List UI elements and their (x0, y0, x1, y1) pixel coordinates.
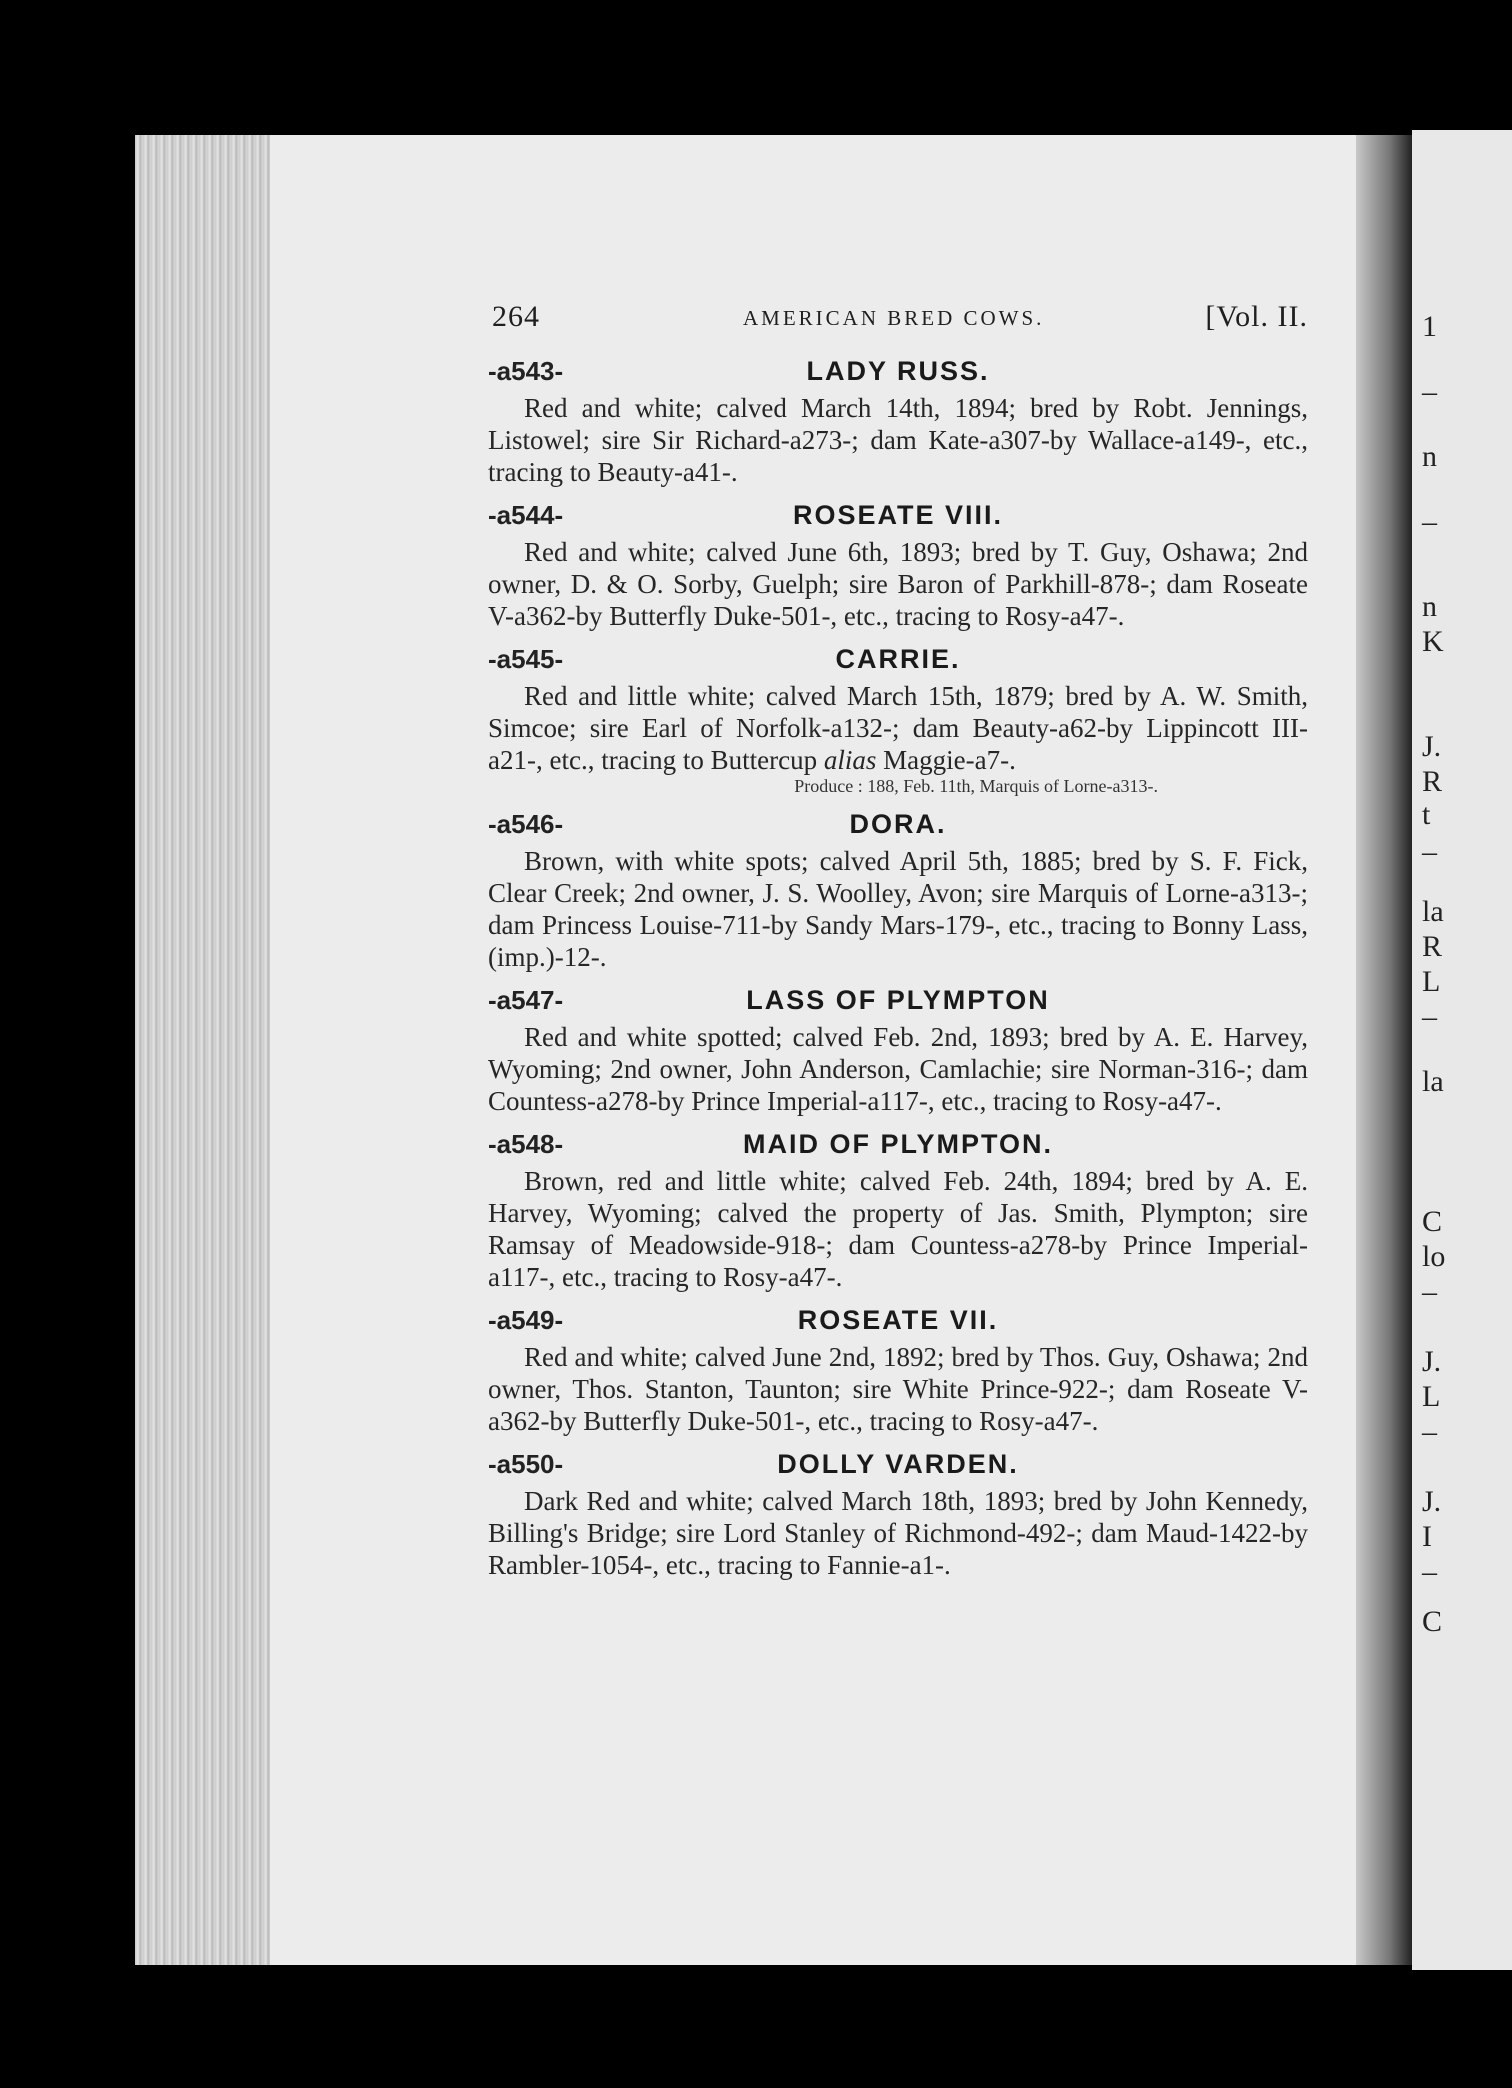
next-page-fragment: L (1422, 965, 1441, 998)
pedigree-entry (488, 1449, 1308, 1581)
entry-text: Red and white; calved June 6th, 1893; bred by T. Guy, Oshawa; 2nd owner, D. & O. Sorby, Guelph; sire Baron of Parkhill-878-; dam Roseate V-a362-by Butterfly Duke-501-, etc., tracing to Rosy-a47-. (488, 537, 1308, 631)
entry-heading (488, 500, 1308, 534)
next-page-fragment: – (1422, 1555, 1437, 1588)
entry-text (488, 680, 1308, 776)
entry-name: DOLLY VARDEN. (777, 1449, 1019, 1479)
entry-heading (488, 1129, 1308, 1163)
page-stack-edge (135, 135, 270, 1965)
page-content (488, 300, 1308, 1581)
pedigree-entry (488, 809, 1308, 973)
pedigree-entry (488, 500, 1308, 632)
next-page-fragment: K (1422, 625, 1444, 658)
next-page-fragment: – (1422, 1415, 1437, 1448)
next-page-fragment: R (1422, 930, 1443, 963)
next-page-fragment: la (1422, 1065, 1444, 1098)
entry-name: MAID OF PLYMPTON. (742, 1129, 1054, 1159)
next-page-fragment: C (1422, 1205, 1443, 1238)
next-page-fragment: – (1422, 1000, 1437, 1033)
entry-name: LADY RUSS. (806, 356, 990, 386)
entry-name: CARRIE. (835, 644, 961, 674)
next-page-fragment: lo (1422, 1240, 1446, 1273)
next-page-fragment: L (1422, 1380, 1441, 1413)
entry-number: -a550- (488, 1449, 564, 1479)
entry-text-main: Red and little white; calved March 15th, 1879; bred by A. W. Smith, Simcoe; sire Earl of Norfolk-a132-; dam Beauty-a62-by Lippincott III-a21-, etc., tracing to Buttercup (488, 681, 1308, 775)
next-page-fragment: n (1422, 440, 1437, 473)
entry-name: ROSEATE VIII. (792, 500, 1004, 530)
entry-heading (488, 1449, 1308, 1483)
pedigree-entry (488, 1129, 1308, 1293)
produce-note: Produce : 188, Feb. 11th, Marquis of Lorne-a313-. (794, 776, 1158, 796)
entry-heading (488, 644, 1308, 678)
entry-number: -a547- (488, 985, 564, 1015)
entry-text-after-alias: Maggie-a7-. (883, 745, 1016, 775)
entry-text: Red and white; calved March 14th, 1894; bred by Robt. Jennings, Listowel; sire Sir Richard-a273-; dam Kate-a307-by Wallace-a149-, etc., tracing to Beauty-a41-. (488, 393, 1308, 487)
page-number: 264 (492, 300, 540, 333)
entry-number: -a543- (488, 356, 564, 386)
entry-heading (488, 356, 1308, 390)
entry-text: Red and white spotted; calved Feb. 2nd, 1893; bred by A. E. Harvey, Wyoming; 2nd owner, John Anderson, Camlachie; sire Norman-316-; dam Countess-a278-by Prince Imperial-a117-, etc., tracing to Rosy-a47-. (488, 1022, 1308, 1116)
next-page-fragment: J. (1422, 730, 1442, 763)
next-page-fragment: I (1422, 1520, 1432, 1553)
next-page-fragment: – (1422, 835, 1437, 868)
next-page-fragment: – (1422, 505, 1437, 538)
alias-word: alias (823, 745, 877, 775)
next-page-fragment: R (1422, 765, 1443, 798)
running-head (488, 300, 1308, 344)
book-gutter (1356, 135, 1412, 1965)
next-page-fragment: – (1422, 1275, 1437, 1308)
volume-label: [Vol. II. (1205, 300, 1308, 333)
entry-text: Red and white; calved June 2nd, 1892; bred by Thos. Guy, Oshawa; 2nd owner, Thos. Stanton, Taunton; sire White Prince-922-; dam Roseate V-a362-by Butterfly Duke-501-, etc., tracing to Rosy-a47-. (488, 1342, 1308, 1436)
entry-text: Brown, red and little white; calved Feb. 24th, 1894; bred by A. E. Harvey, Wyoming; calved the property of Jas. Smith, Plympton; sire Ramsay of Meadowside-918-; dam Countess-a278-by Prince Imperial-a117-, etc., tracing to Rosy-a47-. (488, 1166, 1308, 1292)
pedigree-entry (488, 985, 1308, 1117)
next-page-fragment: C (1422, 1605, 1443, 1638)
next-page-fragment: J. (1422, 1345, 1442, 1378)
next-page-fragment: J. (1422, 1485, 1442, 1518)
next-page-fragment: 1 (1422, 310, 1437, 343)
next-page-fragment: n (1422, 590, 1437, 623)
next-page-fragment: t (1422, 798, 1431, 831)
entry-heading (488, 985, 1308, 1019)
entry-name: ROSEATE VII. (797, 1305, 999, 1335)
entry-text: Brown, with white spots; calved April 5th, 1885; bred by S. F. Fick, Clear Creek; 2nd owner, J. S. Woolley, Avon; sire Marquis of Lorne-a313-; dam Princess Louise-711-by Sandy Mars-179-, etc., tracing to Bonny Lass, (imp.)-12-. (488, 846, 1308, 972)
entry-heading (488, 809, 1308, 843)
pedigree-entry (488, 1305, 1308, 1437)
entry-name: LASS OF PLYMPTON (746, 985, 1050, 1015)
entry-number: -a544- (488, 500, 564, 530)
pedigree-entry (488, 644, 1308, 797)
entry-number: -a549- (488, 1305, 564, 1335)
entry-name: DORA. (849, 809, 947, 839)
entry-number: -a545- (488, 644, 564, 674)
pedigree-entry (488, 356, 1308, 488)
next-page-fragment: la (1422, 895, 1444, 928)
right-page-fragment (1412, 130, 1512, 1970)
entry-heading (488, 1305, 1308, 1339)
entry-number: -a548- (488, 1129, 564, 1159)
running-title: AMERICAN BRED COWS. (743, 306, 1045, 330)
entry-text: Dark Red and white; calved March 18th, 1893; bred by John Kennedy, Billing's Bridge; sire Lord Stanley of Richmond-492-; dam Maud-1422-by Rambler-1054-, etc., tracing to Fannie-a1-. (488, 1486, 1308, 1580)
next-page-fragment: – (1422, 375, 1437, 408)
entry-number: -a546- (488, 809, 564, 839)
